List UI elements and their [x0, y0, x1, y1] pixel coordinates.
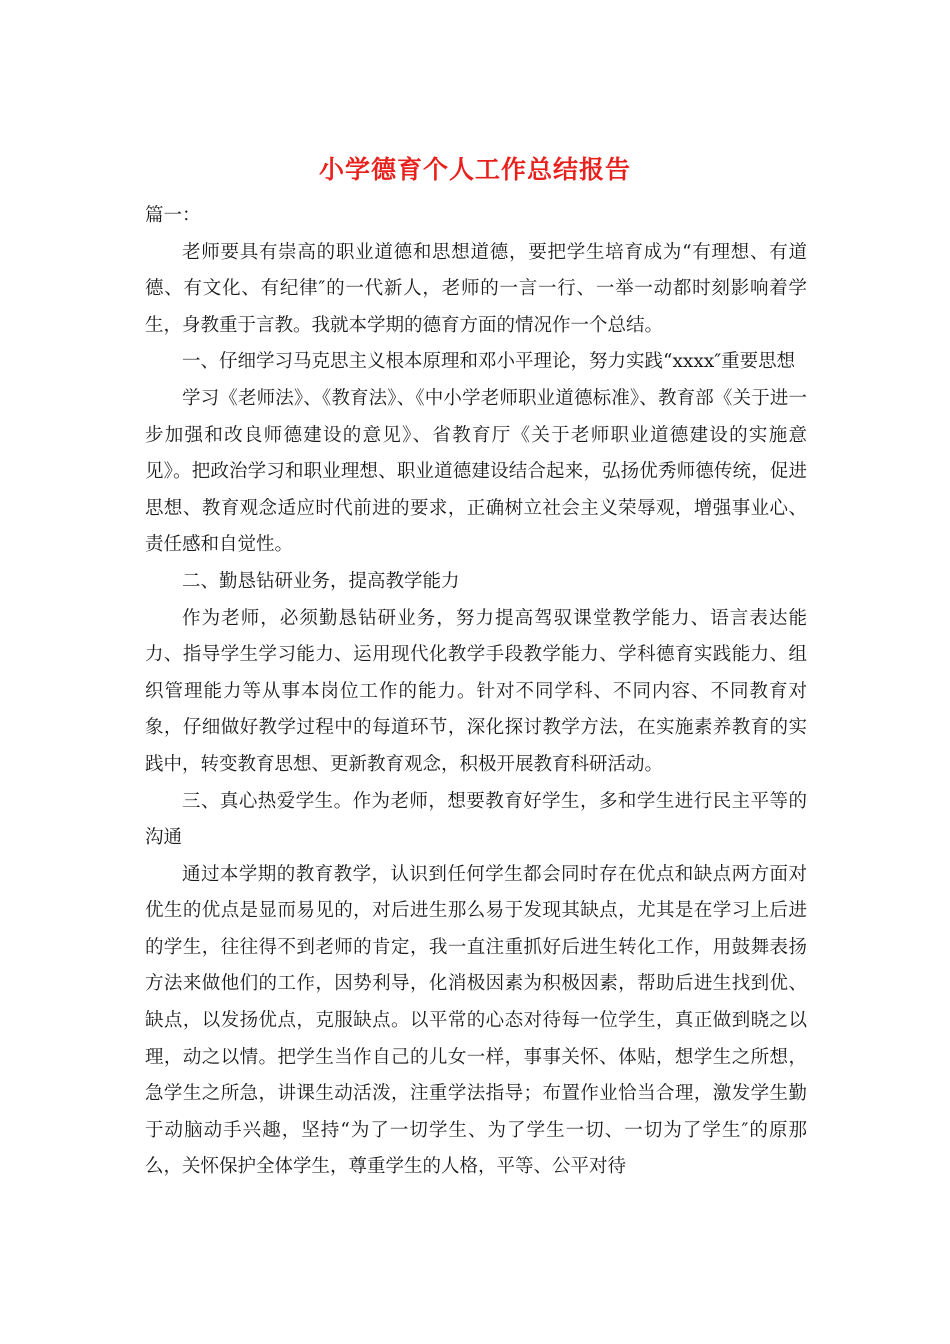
section-heading-3: 三、真心热爱学生。作为老师，想要教育好学生，多和学生进行民主平等的沟通: [145, 790, 807, 849]
paragraph-section-3: 通过本学期的教育教学，认识到任何学生都会同时存在优点和缺点两方面对优生的优点是显而易见的，对后进生那么易于发现其缺点，尤其是在学习上后进的学生，往往得不到老师的肯定，我一直注重抓好后进生转化工作，用鼓舞表扬方法来做他们的工作，因势利导，化消极因素为积极因素，帮助后进生找到优、缺点，以发扬优点，克服缺点。以平常的心态对待每一位学生，真正做到晓之以理，动之以情。把学生当作自己的儿女一样，事事关怀、体贴，想学生之所想，急学生之所急，讲课生动活泼，注重学法指导；布置作业恰当合理，激发学生勤于动脑动手兴趣，坚持“为了一切学生、为了学生一切、一切为了学生″的原那么，关怀保护全体学生，尊重学生的人格，平等、公平对待: [145, 863, 807, 1178]
paragraph-section-2: 作为老师，必须勤恳钻研业务，努力提高驾驭课堂教学能力、语言表达能力、指导学生学习能力、运用现代化教学手段教学能力、学科德育实践能力、组织管理能力等从事本岗位工作的能力。针对不同学科、不同内容、不同教育对象，仔细做好教学过程中的每道环节，深化探讨教学方法，在实施素养教育的实践中，转变教育思想、更新教育观念，积极开展教育科研活动。: [145, 607, 807, 775]
section-heading-1: 一、仔细学习马克思主义根本原理和邓小平理论，努力实践“xxxx″重要思想: [182, 351, 796, 373]
paragraph-section-1: 学习《老师法》、《教育法》、《中小学老师职业道德标准》、教育部《关于进一步加强和改良师德建设的意见》、省教育厅《关于老师职业道德建设的实施意见》。把政治学习和职业理想、职业道德建设结合起来，弘扬优秀师德传统，促进思想、教育观念适应时代前进的要求，正确树立社会主义荣辱观，增强事业心、责任感和自觉性。: [145, 387, 807, 556]
section-heading-part-one: 篇一：: [145, 205, 201, 226]
paragraph-intro: 老师要具有崇高的职业道德和思想道德，要把学生培育成为“有理想、有道德、有文化、有纪律″的一代新人，老师的一言一行、一举一动都时刻影响着学生，身教重于言教。我就本学期的德育方面的情况作一个总结。: [145, 241, 807, 336]
section-heading-2: 二、勤恳钻研业务，提高教学能力: [182, 570, 460, 592]
document-title: 小学德育个人工作总结报告: [318, 155, 631, 184]
document-body: [145, 198, 807, 1186]
